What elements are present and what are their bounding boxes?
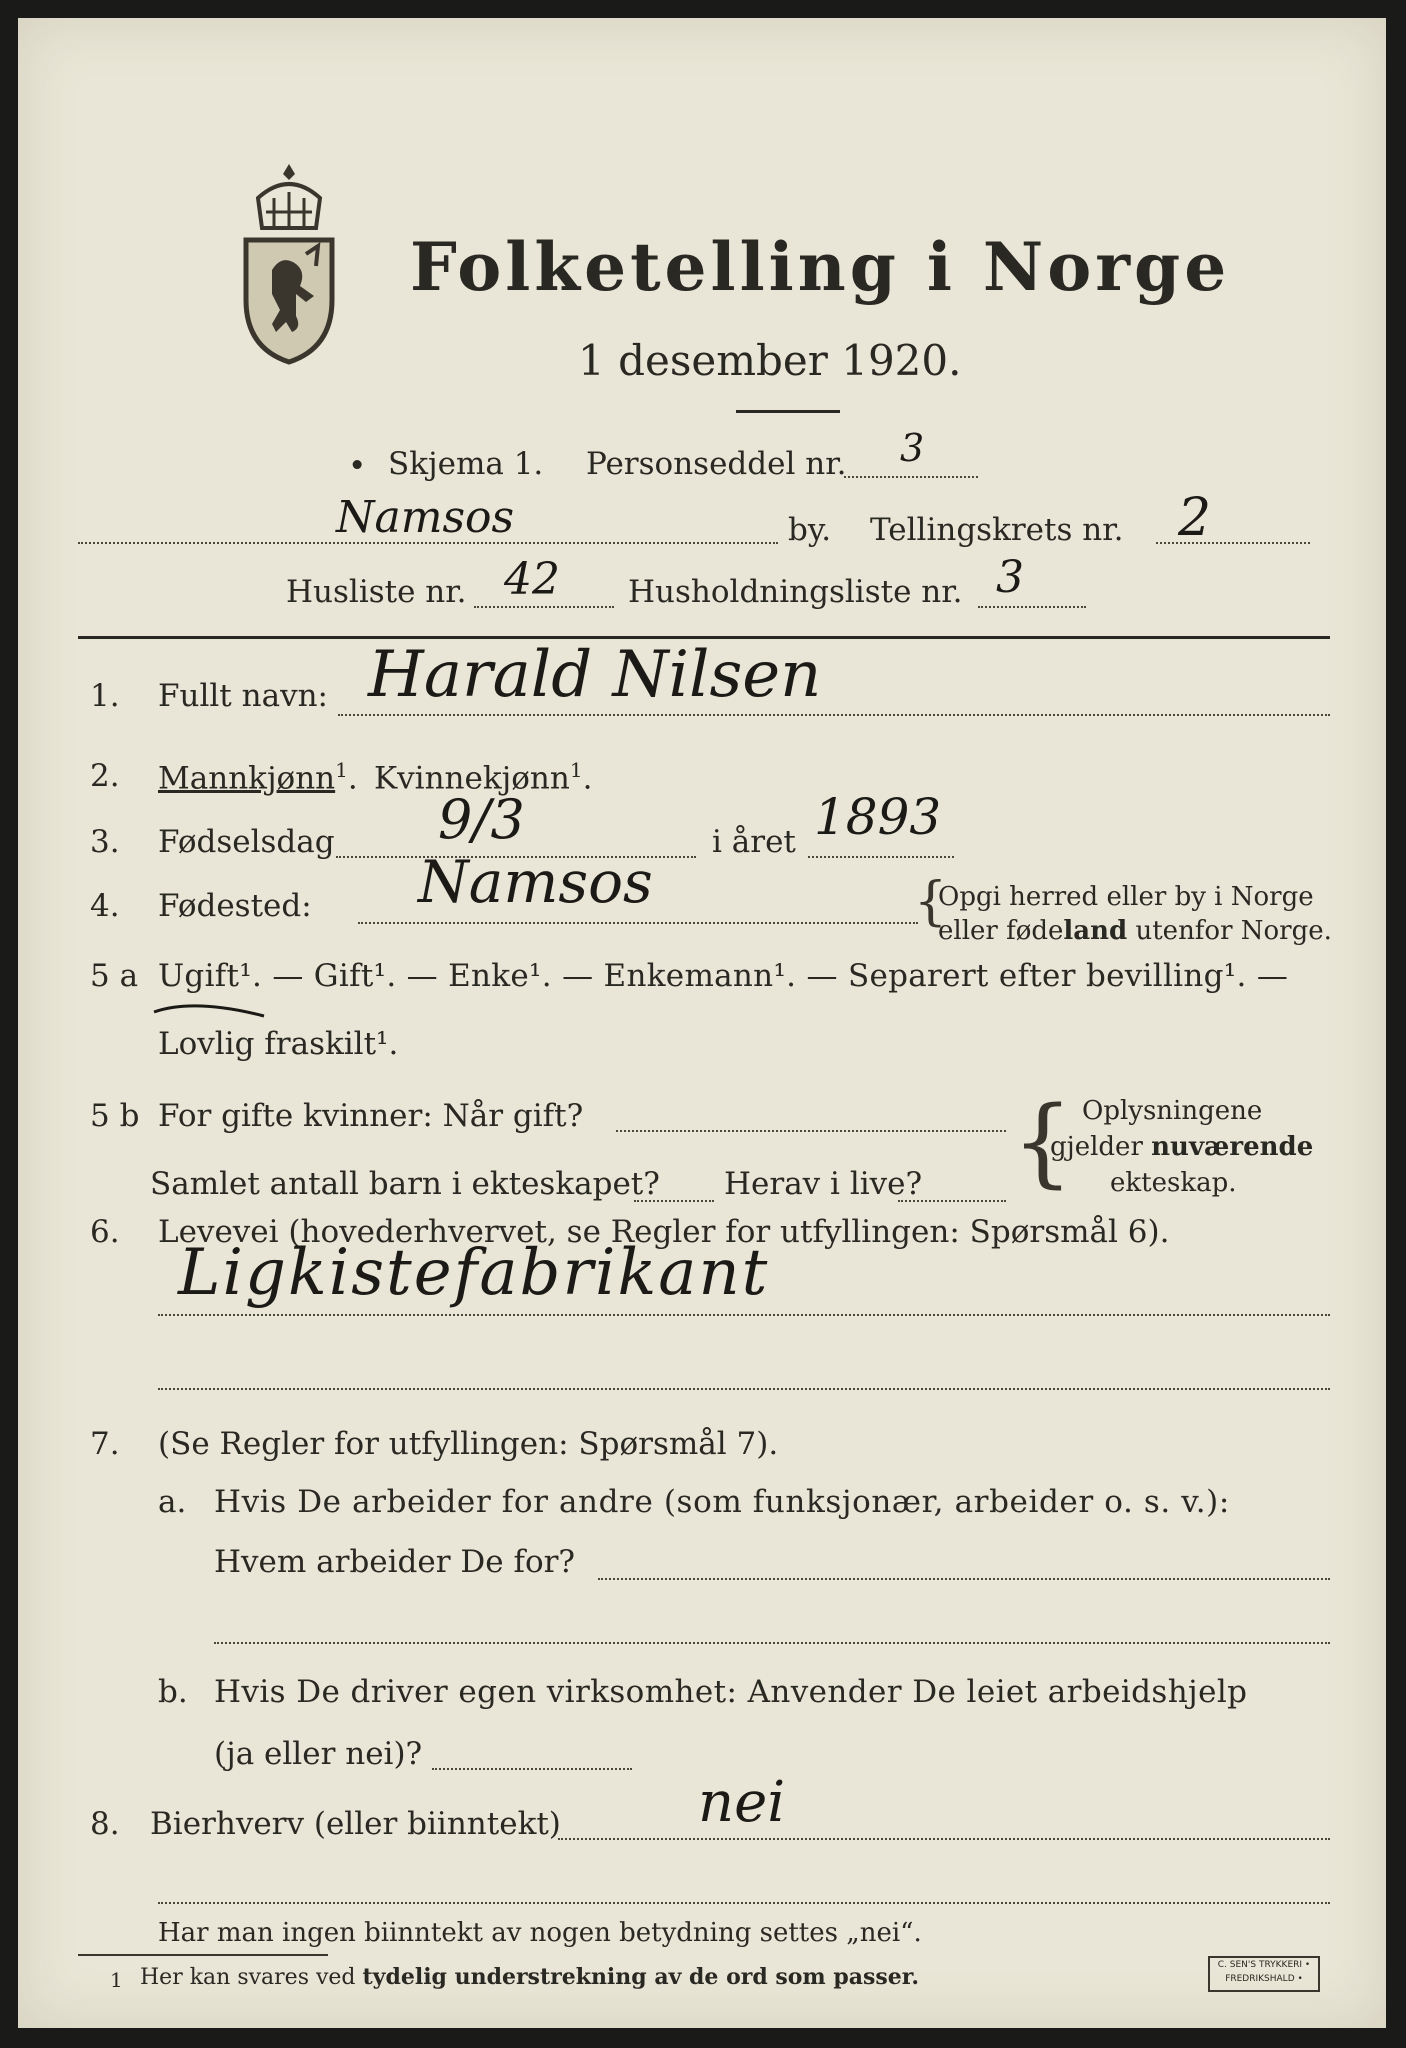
q4-note-brace: {: [914, 872, 948, 932]
q3-label: Fødselsdag: [158, 824, 335, 860]
q8-extra-line: [158, 1902, 1330, 1904]
q5b-alive-label: Herav i live?: [724, 1166, 923, 1202]
q8-line: [558, 1838, 1330, 1840]
footnote-rule: [78, 1954, 328, 1956]
q5a-number: 5 a: [90, 958, 139, 994]
q6-line2: [158, 1388, 1330, 1390]
q5b-married-line: [616, 1130, 1006, 1132]
q3-year-line: [808, 856, 954, 858]
q3-year-label: i året: [712, 824, 796, 860]
q8-label: Bierhverv (eller biinntekt): [150, 1806, 561, 1842]
bullet-mark: •: [348, 448, 367, 484]
q5b-note-line3: ekteskap.: [1110, 1168, 1237, 1198]
q5a-options-cont: Lovlig fraskilt¹.: [158, 1026, 399, 1062]
by-value: Namsos: [336, 492, 515, 543]
q1-line: [338, 714, 1330, 716]
q2-option-kvinne: Kvinnekjønn$^1$.: [374, 758, 593, 797]
husholdningsliste-value: 3: [996, 552, 1024, 603]
q7a-question: Hvis De arbeider for andre (som funksjonær, arbeider o. s. v.):: [214, 1484, 1230, 1520]
q7a-employer-label: Hvem arbeider De for?: [214, 1544, 576, 1580]
biinntekt-note: Har man ingen biinntekt av nogen betydning settes „nei“.: [158, 1918, 922, 1948]
q5b-children-label: Samlet antall barn i ekteskapet?: [150, 1166, 660, 1202]
husliste-label: Husliste nr.: [286, 574, 467, 610]
tellingskrets-value: 2: [1178, 488, 1212, 548]
q8-value: nei: [698, 1770, 786, 1835]
q7a-employer-line: [598, 1578, 1330, 1580]
q7b-question: Hvis De driver egen virksomhet: Anvender De leiet arbeidshjelp: [214, 1674, 1248, 1710]
husliste-line: [474, 606, 614, 608]
form-title: Folketelling i Norge: [410, 228, 1231, 306]
q2-option-mann: Mannkjønn$^1$.: [158, 758, 358, 797]
q7-label: (Se Regler for utfyllingen: Spørsmål 7).: [158, 1426, 779, 1462]
q7b-yesno-label: (ja eller nei)?: [214, 1736, 423, 1772]
q5b-note-line2: gjelder nuværende: [1050, 1132, 1314, 1162]
q7b-yesno-line: [432, 1768, 632, 1770]
q5b-note-line1: Oplysningene: [1082, 1096, 1263, 1126]
q5a-options: Ugift¹. — Gift¹. — Enke¹. — Enkemann¹. — Separert efter bevilling¹. —: [158, 958, 1289, 994]
q4-note-line1: Opgi herred eller by i Norge: [938, 882, 1314, 912]
q5b-note-brace: {: [1012, 1086, 1074, 1198]
q5a-underline-mark: [150, 998, 270, 1022]
q5b-alive-line: [898, 1200, 1006, 1202]
q4-value: Namsos: [418, 848, 653, 916]
q1-value: Harald Nilsen: [368, 638, 822, 712]
q4-line: [358, 922, 918, 924]
form-date: 1 desember 1920.: [578, 336, 962, 385]
q4-label: Fødested:: [158, 888, 312, 924]
q3-year-value: 1893: [814, 788, 942, 846]
q6-value: Ligkistefabrikant: [178, 1236, 770, 1310]
q5b-married-label: For gifte kvinner: Når gift?: [158, 1098, 584, 1134]
q6-number: 6.: [90, 1214, 120, 1250]
q7-number: 7.: [90, 1426, 120, 1462]
skjema-label: Skjema 1.: [388, 446, 544, 482]
personseddel-label: Personseddel nr.: [586, 446, 847, 482]
q8-number: 8.: [90, 1806, 120, 1842]
husholdningsliste-line: [978, 606, 1086, 608]
by-label: by.: [788, 512, 832, 548]
q2-number: 2.: [90, 758, 120, 794]
title-divider: [736, 410, 840, 413]
q7a-extra-line: [214, 1642, 1330, 1644]
tellingskrets-label: Tellingskrets nr.: [870, 512, 1124, 548]
q3-number: 3.: [90, 824, 120, 860]
husliste-value: 42: [504, 554, 560, 605]
census-form-sheet: [18, 18, 1386, 2028]
q1-label: Fullt navn:: [158, 678, 328, 714]
personseddel-line: [844, 476, 978, 478]
q7b-letter: b.: [158, 1674, 188, 1710]
q5b-number: 5 b: [90, 1098, 140, 1134]
footnote-mark: 1: [110, 1968, 123, 1992]
personseddel-value: 3: [900, 426, 925, 470]
q4-note-line2: eller fødeland utenfor Norge.: [938, 916, 1332, 946]
norwegian-coat-of-arms-icon: [236, 158, 342, 368]
footnote-text: Her kan svares ved tydelig understrekning av de ord som passer.: [140, 1964, 920, 1990]
q4-number: 4.: [90, 888, 120, 924]
q6-label: Levevei (hovederhvervet, se Regler for utfyllingen: Spørsmål 6).: [158, 1214, 1170, 1250]
husholdningsliste-label: Husholdningsliste nr.: [628, 574, 963, 610]
q3-value: 9/3: [438, 788, 525, 851]
q1-number: 1.: [90, 678, 120, 714]
q7a-letter: a.: [158, 1484, 187, 1520]
q5b-children-line: [634, 1200, 714, 1202]
q6-line1: [158, 1314, 1330, 1316]
printer-stamp: C. SEN'S TRYKKERI • FREDRIKSHALD •: [1208, 1956, 1320, 1992]
